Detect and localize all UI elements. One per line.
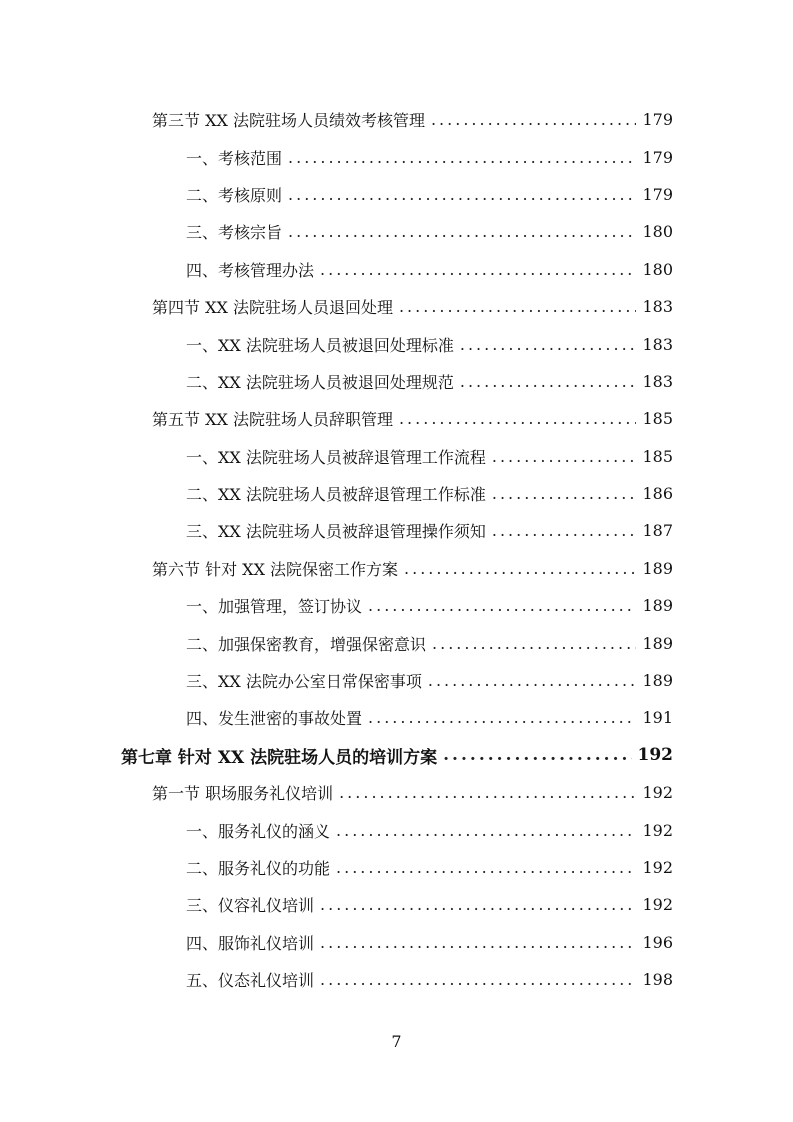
toc-subsection-entry[interactable]: [0, 699, 793, 736]
toc-entry-page: 196: [642, 932, 673, 952]
toc-dot-leader: [288, 148, 636, 167]
toc-entry-page: 191: [642, 708, 673, 728]
toc-entry-title: 一、XX 法院驻场人员被退回处理标准: [186, 335, 454, 355]
toc-dot-leader: [368, 708, 636, 727]
toc-dot-leader: [288, 222, 636, 241]
toc-entry-title: 二、加强保密教育，增强保密意识: [186, 634, 427, 654]
toc-subsection-entry[interactable]: [0, 438, 793, 475]
toc-subsection-entry[interactable]: [0, 849, 793, 886]
toc-entry-page: 192: [642, 820, 673, 840]
toc-entry-page: 185: [642, 446, 673, 466]
toc-entry-page: 185: [642, 409, 673, 429]
toc-entry-title: 第一节 职场服务礼仪培训: [152, 784, 334, 804]
toc-dot-leader: [399, 297, 636, 316]
toc-subsection-entry[interactable]: [0, 662, 793, 699]
toc-entry-page: 180: [642, 222, 673, 242]
toc-entry-title: 第五节 XX 法院驻场人员辞职管理: [152, 410, 393, 430]
toc-section-entry[interactable]: [0, 288, 793, 325]
toc-entry-page: 192: [642, 783, 673, 803]
toc-dot-leader: [443, 745, 631, 765]
toc-dot-leader: [336, 821, 636, 840]
toc-entry-title: 第六节 针对 XX 法院保密工作方案: [152, 559, 399, 579]
toc-dot-leader: [432, 634, 636, 653]
toc-entry-page: 192: [637, 745, 673, 766]
toc-dot-leader: [460, 335, 637, 354]
toc-dot-leader: [492, 484, 637, 503]
toc-entry-title: 二、XX 法院驻场人员被退回处理规范: [186, 372, 454, 392]
toc-entry-title: 四、考核管理办法: [186, 260, 315, 280]
toc-entry-title: 一、考核范围: [186, 148, 283, 168]
toc-subsection-entry[interactable]: [0, 886, 793, 923]
toc-subsection-entry[interactable]: [0, 924, 793, 961]
toc-subsection-entry[interactable]: [0, 363, 793, 400]
toc-dot-leader: [404, 559, 636, 578]
toc-subsection-entry[interactable]: [0, 475, 793, 512]
toc-subsection-entry[interactable]: [0, 512, 793, 549]
toc-entry-page: 189: [642, 633, 673, 653]
toc-entry-title: 一、服务礼仪的涵义: [186, 821, 331, 841]
toc-dot-leader: [492, 521, 637, 540]
toc-dot-leader: [336, 858, 636, 877]
toc-subsection-entry[interactable]: [0, 138, 793, 175]
toc-entry-page: 183: [642, 371, 673, 391]
toc-dot-leader: [492, 447, 637, 466]
toc-entry-title: 五、仪态礼仪培训: [186, 971, 315, 991]
toc-entry-page: 189: [642, 596, 673, 616]
toc-entry-title: 四、发生泄密的事故处置: [186, 709, 363, 729]
toc-subsection-entry[interactable]: [0, 325, 793, 362]
toc-entry-page: 189: [642, 671, 673, 691]
toc-entry-page: 183: [642, 297, 673, 317]
toc-entry-page: 179: [642, 110, 673, 130]
toc-dot-leader: [320, 970, 636, 989]
toc-chapter-entry[interactable]: [0, 737, 793, 774]
toc-entry-title: 三、XX 法院驻场人员被辞退管理操作须知: [186, 522, 486, 542]
toc-subsection-entry[interactable]: [0, 587, 793, 624]
toc-dot-leader: [399, 409, 636, 428]
toc-entry-title: 二、XX 法院驻场人员被辞退管理工作标准: [186, 485, 486, 505]
toc-entry-title: 第四节 XX 法院驻场人员退回处理: [152, 298, 393, 318]
toc-entry-title: 第七章 针对 XX 法院驻场人员的培训方案: [121, 747, 438, 768]
toc-entry-page: 183: [642, 334, 673, 354]
toc-dot-leader: [431, 110, 636, 129]
toc-dot-leader: [460, 372, 637, 391]
toc-dot-leader: [368, 596, 636, 615]
toc-section-entry[interactable]: [0, 400, 793, 437]
toc-entry-page: 180: [642, 259, 673, 279]
toc-dot-leader: [320, 895, 636, 914]
toc-section-entry[interactable]: [0, 774, 793, 811]
table-of-contents: [0, 101, 793, 998]
toc-entry-title: 第三节 XX 法院驻场人员绩效考核管理: [152, 111, 425, 131]
toc-subsection-entry[interactable]: [0, 251, 793, 288]
toc-entry-page: 192: [642, 858, 673, 877]
toc-section-entry[interactable]: [0, 550, 793, 587]
toc-dot-leader: [428, 671, 637, 690]
page-number: 7: [391, 1032, 402, 1051]
toc-subsection-entry[interactable]: [0, 624, 793, 661]
toc-entry-page: 186: [642, 484, 673, 504]
toc-entry-title: 三、XX 法院办公室日常保密事项: [186, 672, 422, 692]
toc-dot-leader: [320, 260, 636, 279]
toc-entry-title: 一、XX 法院驻场人员被辞退管理工作流程: [186, 447, 486, 467]
toc-entry-title: 二、服务礼仪的功能: [186, 859, 331, 878]
toc-dot-leader: [339, 783, 636, 802]
toc-entry-title: 四、服饰礼仪培训: [186, 933, 315, 953]
toc-entry-page: 179: [642, 184, 673, 204]
toc-subsection-entry[interactable]: [0, 213, 793, 250]
toc-entry-title: 三、考核宗旨: [186, 223, 283, 243]
toc-entry-title: 一、加强管理，签订协议: [186, 597, 363, 617]
toc-section-entry[interactable]: [0, 101, 793, 138]
toc-entry-page: 189: [642, 558, 673, 578]
toc-entry-page: 187: [642, 521, 673, 541]
toc-dot-leader: [320, 933, 636, 952]
toc-dot-leader: [288, 185, 636, 204]
toc-entry-title: 三、仪容礼仪培训: [186, 896, 315, 916]
toc-subsection-entry[interactable]: [0, 811, 793, 848]
toc-subsection-entry[interactable]: [0, 961, 793, 998]
toc-entry-page: 179: [642, 147, 673, 167]
toc-subsection-entry[interactable]: [0, 176, 793, 213]
toc-entry-title: 二、考核原则: [186, 185, 283, 205]
toc-entry-page: 192: [642, 895, 673, 915]
toc-entry-page: 198: [642, 970, 673, 990]
